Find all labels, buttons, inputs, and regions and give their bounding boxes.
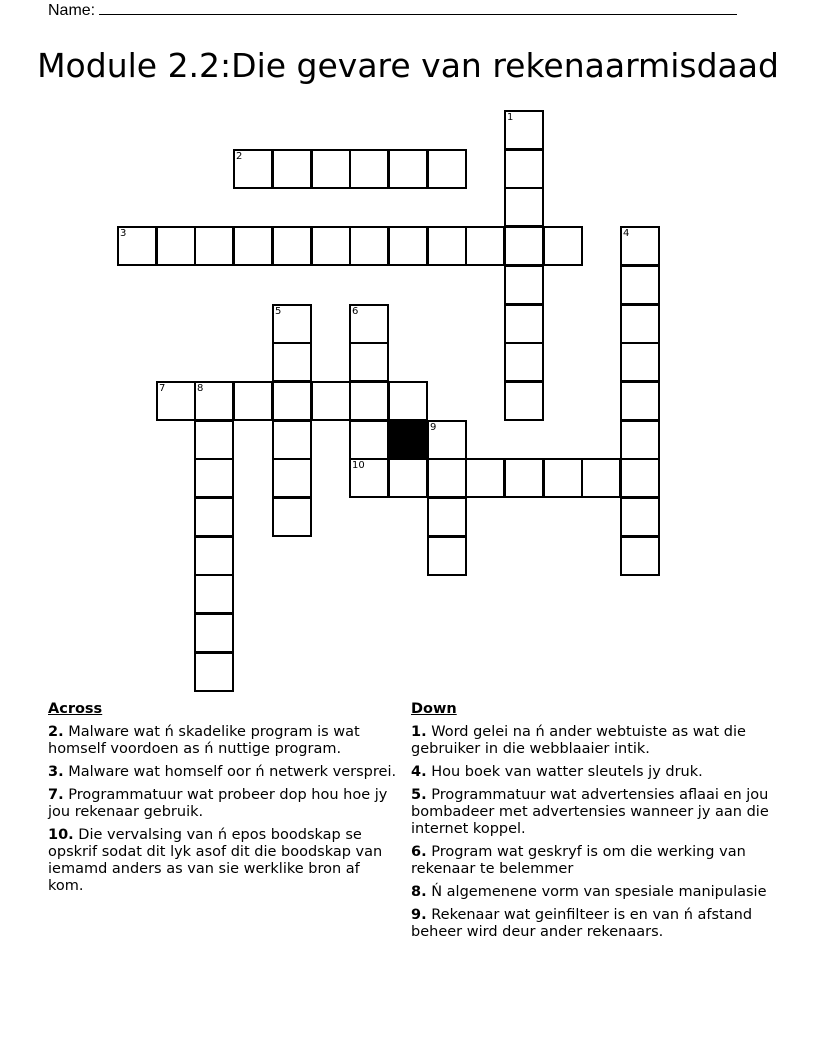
- crossword-cell[interactable]: [620, 304, 660, 344]
- name-label: Name:: [48, 2, 96, 19]
- clue-number: 3: [120, 228, 127, 239]
- crossword-cell[interactable]: [272, 304, 312, 344]
- crossword-cell[interactable]: [194, 497, 234, 537]
- crossword-cell[interactable]: [194, 613, 234, 653]
- crossword-cell[interactable]: [504, 342, 544, 382]
- crossword-cell[interactable]: [620, 226, 660, 266]
- crossword-cell[interactable]: [194, 536, 234, 576]
- down-clue: [411, 844, 771, 878]
- crossword-cell[interactable]: [543, 226, 583, 266]
- across-heading: Across: [48, 701, 103, 717]
- across-clue: [48, 724, 398, 758]
- crossword-cell[interactable]: [620, 265, 660, 305]
- clue-text: Hou boek van watter sleutels jy druk.: [426, 764, 703, 780]
- crossword-cell[interactable]: [117, 226, 157, 266]
- crossword-cell[interactable]: [349, 226, 389, 266]
- clue-number-label: 5.: [411, 787, 427, 803]
- crossword-cell[interactable]: [388, 458, 428, 498]
- crossword-cell[interactable]: [272, 458, 312, 498]
- crossword-cell[interactable]: [349, 458, 389, 498]
- crossword-cell[interactable]: [504, 381, 544, 421]
- clue-text: Rekenaar wat geinfilteer is en van ń afstand beheer wird deur ander rekenaars.: [411, 907, 753, 940]
- crossword-cell[interactable]: [194, 226, 234, 266]
- crossword-cell[interactable]: [156, 226, 196, 266]
- crossword-cell[interactable]: [349, 149, 389, 189]
- crossword-cell[interactable]: [194, 574, 234, 614]
- crossword-cell[interactable]: [620, 420, 660, 460]
- down-clue: [411, 764, 771, 781]
- crossword-cell[interactable]: [427, 458, 467, 498]
- crossword-cell[interactable]: [465, 458, 505, 498]
- down-clue: [411, 884, 771, 901]
- crossword-cell[interactable]: [620, 536, 660, 576]
- crossword-cell[interactable]: [427, 536, 467, 576]
- across-clue-list: [48, 724, 398, 895]
- crossword-cell[interactable]: [272, 381, 312, 421]
- crossword-cell[interactable]: [504, 265, 544, 305]
- crossword-cell[interactable]: [620, 381, 660, 421]
- clue-number: 6: [352, 306, 359, 317]
- clue-number: 9: [430, 422, 437, 433]
- crossword-cell[interactable]: [311, 381, 351, 421]
- clue-number: 1: [507, 112, 514, 123]
- crossword-cell[interactable]: [620, 458, 660, 498]
- crossword-cell[interactable]: [233, 381, 273, 421]
- down-clue: [411, 907, 771, 941]
- clue-number-label: 7.: [48, 787, 64, 803]
- clue-number-label: 8.: [411, 884, 427, 900]
- crossword-cell[interactable]: [504, 149, 544, 189]
- clue-number-label: 9.: [411, 907, 427, 923]
- crossword-cell[interactable]: [272, 226, 312, 266]
- down-clue-list: [411, 724, 771, 941]
- crossword-cell[interactable]: [156, 381, 196, 421]
- crossword-cell[interactable]: [427, 497, 467, 537]
- clue-number-label: 4.: [411, 764, 427, 780]
- crossword-cell[interactable]: [272, 342, 312, 382]
- crossword-cell[interactable]: [194, 420, 234, 460]
- crossword-cell[interactable]: [504, 226, 544, 266]
- across-clue: [48, 827, 398, 895]
- crossword-cell[interactable]: [311, 149, 351, 189]
- crossword-cell[interactable]: [543, 458, 583, 498]
- crossword-cell[interactable]: [194, 652, 234, 692]
- clue-number-label: 2.: [48, 724, 64, 740]
- crossword-cell[interactable]: [233, 226, 273, 266]
- crossword-cell[interactable]: [194, 381, 234, 421]
- crossword-cell[interactable]: [620, 497, 660, 537]
- clue-number-label: 1.: [411, 724, 427, 740]
- crossword-cell[interactable]: [349, 304, 389, 344]
- crossword-cell[interactable]: [504, 458, 544, 498]
- crossword-cell[interactable]: [581, 458, 621, 498]
- across-clue: [48, 764, 398, 781]
- crossword-cell[interactable]: [427, 149, 467, 189]
- down-clue: [411, 724, 771, 758]
- crossword-cell[interactable]: [349, 381, 389, 421]
- crossword-cell[interactable]: [465, 226, 505, 266]
- clue-text: Word gelei na ń ander webtuiste as wat die gebruiker in die webblaaier intik.: [411, 724, 746, 757]
- page-title: Module 2.2:Die gevare van rekenaarmisdaad: [37, 46, 779, 85]
- crossword-cell[interactable]: [388, 226, 428, 266]
- crossword-cell[interactable]: [427, 226, 467, 266]
- crossword-cell[interactable]: [388, 149, 428, 189]
- clue-number: 7: [159, 383, 166, 394]
- crossword-cell[interactable]: [194, 458, 234, 498]
- across-clues: [48, 700, 398, 901]
- clue-number: 2: [236, 151, 243, 162]
- clue-text: Programmatuur wat probeer dop hou hoe jy jou rekenaar gebruik.: [48, 787, 388, 820]
- crossword-cell[interactable]: [620, 342, 660, 382]
- crossword-cell[interactable]: [504, 110, 544, 150]
- clue-text: Die vervalsing van ń epos boodskap se opskrif sodat dit lyk asof dit die boodskap van iemamd anders as van sie werklike bron af kom.: [48, 827, 383, 894]
- crossword-cell[interactable]: [272, 420, 312, 460]
- crossword-block-cell: [388, 420, 428, 460]
- crossword-cell[interactable]: [272, 497, 312, 537]
- crossword-cell[interactable]: [504, 304, 544, 344]
- down-clue: [411, 787, 771, 838]
- clue-number: 10: [352, 460, 365, 471]
- clue-text: Ń algemenene vorm van spesiale manipulasie: [426, 884, 767, 900]
- crossword-cell[interactable]: [388, 381, 428, 421]
- clue-number-label: 6.: [411, 844, 427, 860]
- clue-number: 8: [197, 383, 204, 394]
- down-heading: Down: [411, 701, 457, 717]
- clue-number-label: 10.: [48, 827, 74, 843]
- clue-number: 4: [623, 228, 630, 239]
- clue-text: Malware wat ń skadelike program is wat homself voordoen as ń nuttige program.: [48, 724, 360, 757]
- crossword-cell[interactable]: [311, 226, 351, 266]
- clue-number: 5: [275, 306, 282, 317]
- crossword-cell[interactable]: [349, 420, 389, 460]
- clue-text: Programmatuur wat advertensies aflaai en jou bombadeer met advertensies wanneer jy aan die internet koppel.: [411, 787, 769, 837]
- crossword-cell[interactable]: [427, 420, 467, 460]
- across-clue: [48, 787, 398, 821]
- crossword-cell[interactable]: [233, 149, 273, 189]
- crossword-cell[interactable]: [272, 149, 312, 189]
- crossword-cell[interactable]: [504, 187, 544, 227]
- crossword-cell[interactable]: [349, 342, 389, 382]
- clue-text: Malware wat homself oor ń netwerk versprei.: [63, 764, 397, 780]
- clue-number-label: 3.: [48, 764, 64, 780]
- clue-text: Program wat geskryf is om die werking van rekenaar te belemmer: [411, 844, 746, 877]
- down-clues: [411, 700, 771, 947]
